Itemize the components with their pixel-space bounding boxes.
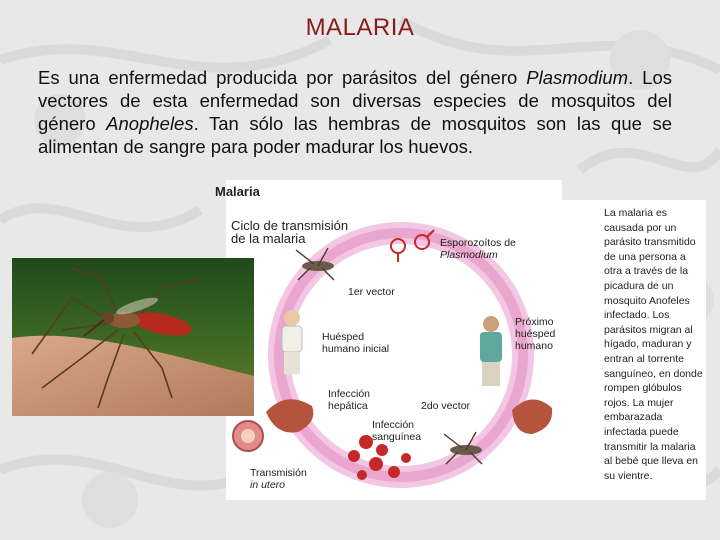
mosquito-photo: [12, 258, 254, 416]
label-line: Transmisión: [250, 467, 307, 479]
cycle-title: [231, 219, 348, 245]
sporozoites-label: [440, 237, 516, 261]
in-utero-label: [250, 467, 307, 491]
diagram-description: La malaria es causada por un parásito transmitido de una persona a otra a través de la picadura de un mosquito Anofeles infectado. Los parásitos migran al hígado, maduran y entran al torrente sanguíneo, en donde rompen glóbulos rojos. La mujer embarazada infectada puede transmitir la malaria al bebé que lleva en su vientre.: [604, 207, 703, 482]
initial-host-label: [322, 331, 389, 355]
hepatic-infection-label: [328, 388, 370, 412]
cycle-title-line: de la malaria: [231, 231, 306, 246]
initial-host-figure: [282, 310, 302, 374]
genus-anopheles: Anopheles: [106, 113, 194, 134]
paragraph-text: Es una enfermedad producida por parásitos del género: [38, 67, 527, 88]
label-line: hepática: [328, 400, 368, 412]
paragraph-text: . Los vectores de esta enfermedad son diversas especies de mosquitos del género: [38, 67, 672, 134]
label-line: huésped: [515, 328, 556, 340]
label-line: Infección: [328, 388, 371, 400]
label-line: Próximo: [515, 316, 554, 328]
label-line: sanguínea: [372, 431, 422, 443]
label-line: Plasmodium: [440, 249, 498, 261]
paragraph-text: . Tan sólo las hembras de mosquitos son las que se alimentan de sangre para poder madurar los huevos.: [38, 113, 672, 157]
label-line: Huésped: [322, 331, 365, 343]
next-host-figure: [480, 316, 502, 386]
label-line: humano: [515, 340, 553, 352]
fetus-icon: [233, 421, 263, 451]
label-line: Esporozoítos de: [440, 237, 516, 249]
next-host-label: [515, 316, 555, 352]
intro-paragraph: [38, 66, 672, 158]
blood-infection-label: [372, 419, 421, 443]
genus-plasmodium: Plasmodium: [526, 67, 629, 88]
label-line: in utero: [250, 479, 286, 491]
page-title: MALARIA: [305, 14, 415, 41]
second-vector-label: 2do vector: [421, 400, 471, 412]
label-line: Infección: [372, 419, 415, 431]
label-line: humano inicial: [322, 343, 390, 355]
cycle-title-line: Ciclo de transmisión: [231, 218, 349, 233]
diagram-heading: Malaria: [215, 184, 260, 199]
first-vector-label: 1er vector: [348, 286, 395, 298]
